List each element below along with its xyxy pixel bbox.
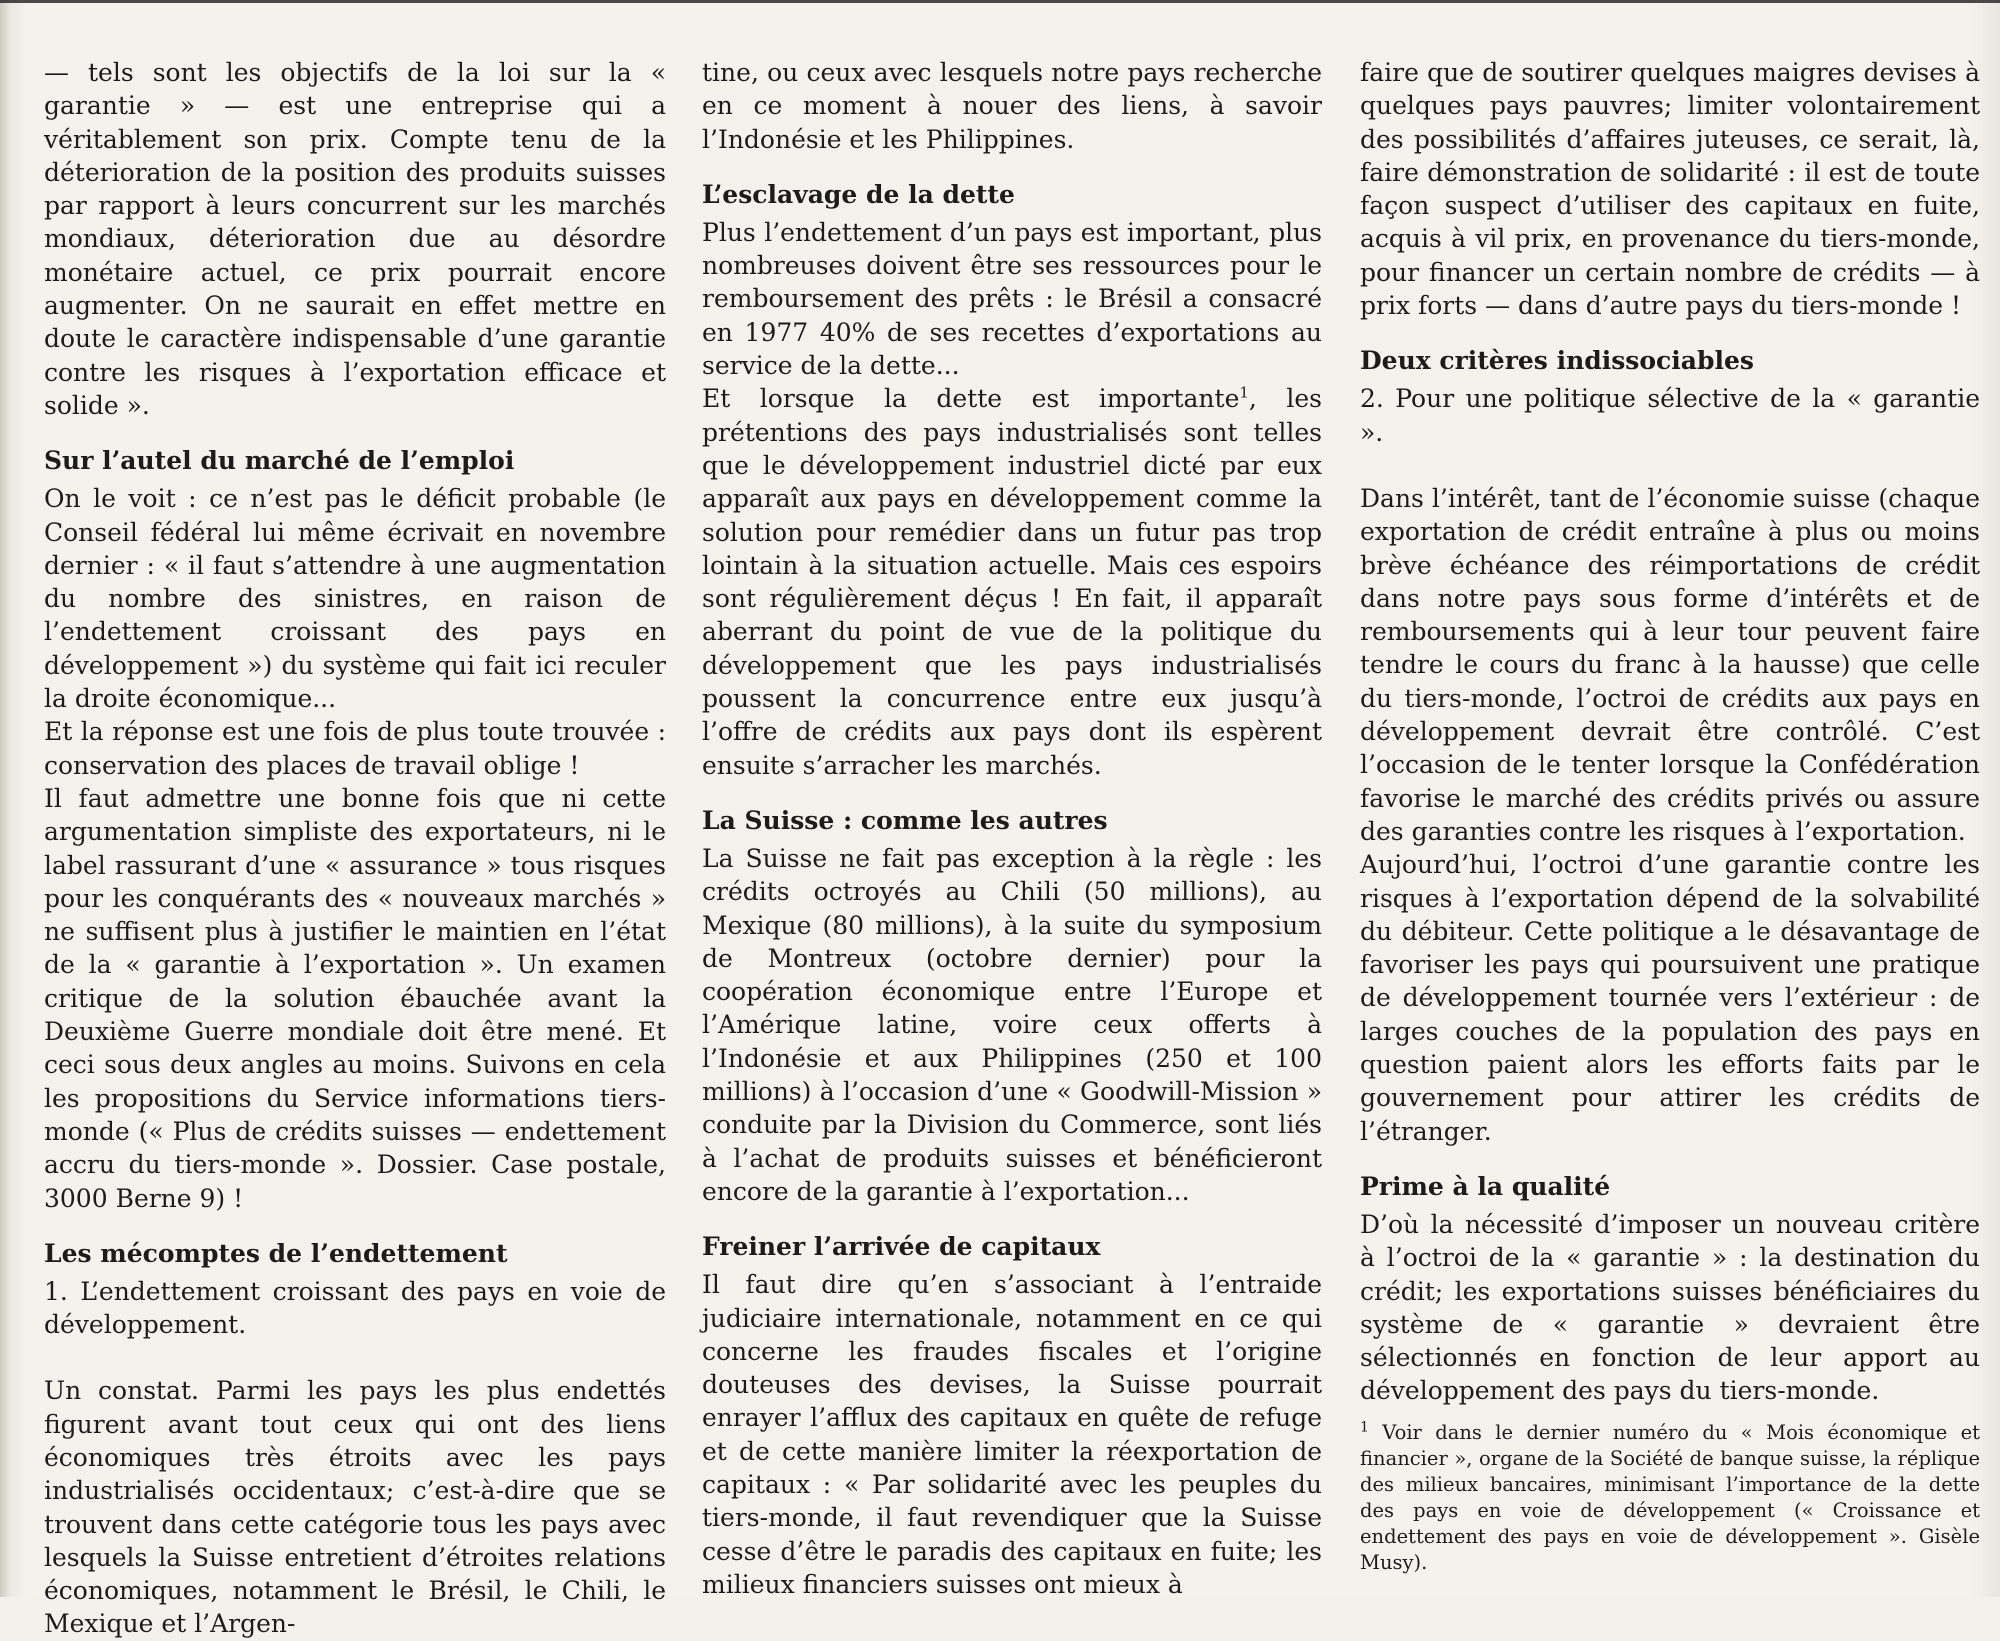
section-heading: Prime à la qualité <box>1360 1171 1611 1201</box>
paragraph: Aujourd’hui, l’octroi d’une garantie contre les risques à l’exportation dépend de la solvabilité du débiteur. Cette politique a le désavantage de favoriser les pays qui poursuivent une pratique de développement tournée vers l’extérieur : de larges couches de la population des pays en question paient alors les efforts faits par le gouvernement pour attirer les crédits de l’étranger. <box>1360 850 1980 1146</box>
numbered-point: 1. L’endettement croissant des pays en voie de développement. <box>44 1276 666 1340</box>
footnote <box>1360 1420 1980 1576</box>
paragraph-text: , les prétentions des pays industrialisés sont telles que le développement industriel dicté par eux apparaît aux pays en développement comme la solution pour remédier dans un futur pas trop lointain à la situation actuelle. Mais ces espoirs sont régulièrement déçus ! En fait, il apparaît aberrant du point de vue de la politique du développement que les pays industrialisés poussent la concurrence entre eux jusqu’à l’offre de crédits aux pays dont ils espèrent ensuite s’arracher les marchés. <box>702 384 1322 780</box>
paragraph: Un constat. Parmi les pays les plus endettés figurent avant tout ceux qui ont des liens économiques très étroits avec les pays industrialisés occidentaux; c’est-à-dire que se trouvent dans cette catégorie tous les pays avec lesquels la Suisse entretient d’étroites relations économiques, notamment le Brésil, le Chili, le Mexique et l’Argen- <box>44 1376 666 1639</box>
section-heading: Freiner l’arrivée de capitaux <box>702 1232 1101 1262</box>
section-heading: Sur l’autel du marché de l’emploi <box>44 446 515 476</box>
paragraph: Plus l’endettement d’un pays est important, plus nombreuses doivent être ses ressources pour le remboursement des prêts : le Brésil a consacré en 1977 40% de ses recettes d’exportations au service de la dette... <box>702 217 1322 381</box>
footnote-mark: 1 <box>1360 1419 1369 1436</box>
section-heading: L’esclavage de la dette <box>702 179 1015 209</box>
paragraph: Il faut admettre une bonne fois que ni cette argumentation simpliste des exportateurs, ni le label rassurant d’une « assurance » tous risques pour les conquérants des « nouveaux marchés » ne suffisent plus à justifier le maintien en l’état de la « garantie à l’exportation ». Un examen critique de la solution ébauchée avant la Deuxième Guerre mondiale doit être mené. Et ceci sous deux angles au moins. Suivons en cela les propositions du Service informations tiers-monde (« Plus de crédits suisses — endettement accru du tiers-monde ». Dossier. Case postale, 3000 Berne 9) ! <box>44 783 666 1213</box>
paragraph: — tels sont les objectifs de la loi sur la « garantie » — est une entreprise qui a véritablement son prix. Compte tenu de la déterioration de la position des produits suisses par rapport à leurs concurrent sur les marchés mondiaux, déterioration due au désordre monétaire actuel, ce prix pourrait encore augmenter. On ne saurait en effet mettre en doute le caractère indispensable d’une garantie contre les risques à l’exportation efficace et solide ». <box>44 58 666 420</box>
footnote-text: Voir dans le dernier numéro du « Mois économique et financier », organe de la Société de banque suisse, la réplique des milieux bancaires, minimisant l’importance de la dette des pays en voie de développement (« Croissance et endettement des pays en voie de développement ». Gisèle Musy). <box>1360 1420 1980 1574</box>
paragraph: Et la réponse est une fois de plus toute trouvée : conservation des places de travail oblige ! <box>44 717 666 780</box>
paragraph: Dans l’intérêt, tant de l’économie suisse (chaque exportation de crédit entraîne à plus ou moins brève échéance des réimportations de crédit dans notre pays sous forme d’intérêts et de remboursements qui à leur tour peuvent faire tendre le cours du franc à la hausse) que celle du tiers-monde, l’octroi de crédits aux pays en développement devrait être contrôlé. C’est l’occasion de le tenter lorsque la Confédération favorise le marché des crédits privés ou assure des garanties contre les risques à l’exportation. <box>1360 483 1980 846</box>
top-rule <box>0 0 2000 3</box>
column-2 <box>702 56 1322 1599</box>
paragraph: Il faut dire qu’en s’associant à l’entraide judiciaire internationale, notamment en ce qui concerne les fraudes fiscales et l’origine douteuses des devises, la Suisse pourrait enrayer l’afflux des capitaux en quête de refuge et de cette manière limiter la réexportation de capitaux : « Par solidarité avec les peuples du tiers-monde, il faut revendiquer que la Suisse cesse d’être le paradis des capitaux en fuite; les milieux financiers suisses ont mieux à <box>702 1270 1322 1599</box>
numbered-point: 2. Pour une politique sélective de la « garantie ». <box>1360 384 1980 447</box>
paragraph: tine, ou ceux avec lesquels notre pays recherche en ce moment à nouer des liens, à savoir l’Indonésie et les Philippines. <box>702 58 1322 154</box>
section-heading: La Suisse : comme les autres <box>702 805 1108 835</box>
paragraph: La Suisse ne fait pas exception à la règle : les crédits octroyés au Chili (50 millions), au Mexique (80 millions), à la suite du symposium de Montreux (octobre dernier) pour la coopération économique entre l’Europe et l’Amérique latine, voire ceux offerts à l’Indonésie et aux Philippines (250 et 100 millions) à l’occasion d’une « Goodwill-Mission » conduite par la Division du Commerce, sont liés à l’achat de produits suisses et bénéficieront encore de la garantie à l’exportation... <box>702 843 1322 1206</box>
paragraph-text: Et lorsque la dette est importante <box>702 384 1240 414</box>
paragraph: On le voit : ce n’est pas le déficit probable (le Conseil fédéral lui même écrivait en novembre dernier : « il faut s’attendre à une augmentation du nombre des sinistres, en raison de l’endettement croissant des pays en développement ») du système qui fait ici reculer la droite économique... <box>44 484 666 714</box>
column-3 <box>1360 56 1980 1587</box>
footnote-reference: 1 <box>1239 384 1249 403</box>
section-heading: Deux critères indissociables <box>1360 346 1754 376</box>
section-heading: Les mécomptes de l’endettement <box>44 1238 508 1268</box>
paragraph <box>702 382 1322 782</box>
paragraph: D’où la nécessité d’imposer un nouveau critère à l’octroi de la « garantie » : la destination du crédit; les exportations suisses bénéficiaires du système de « garantie » devraient être sélectionnés en fonction de leur apport au développement des pays du tiers-monde. <box>1360 1209 1980 1406</box>
paragraph: faire que de soutirer quelques maigres devises à quelques pays pauvres; limiter volontairement des possibilités d’affaires juteuses, ce serait, là, faire démonstration de solidarité : il est de toute façon suspect d’utiliser des capitaux en fuite, acquis à vil prix, en provenance du tiers-monde, pour financer un certain nombre de crédits — à prix forts — dans d’autre pays du tiers-monde ! <box>1360 58 1980 321</box>
column-1 <box>44 56 666 1639</box>
